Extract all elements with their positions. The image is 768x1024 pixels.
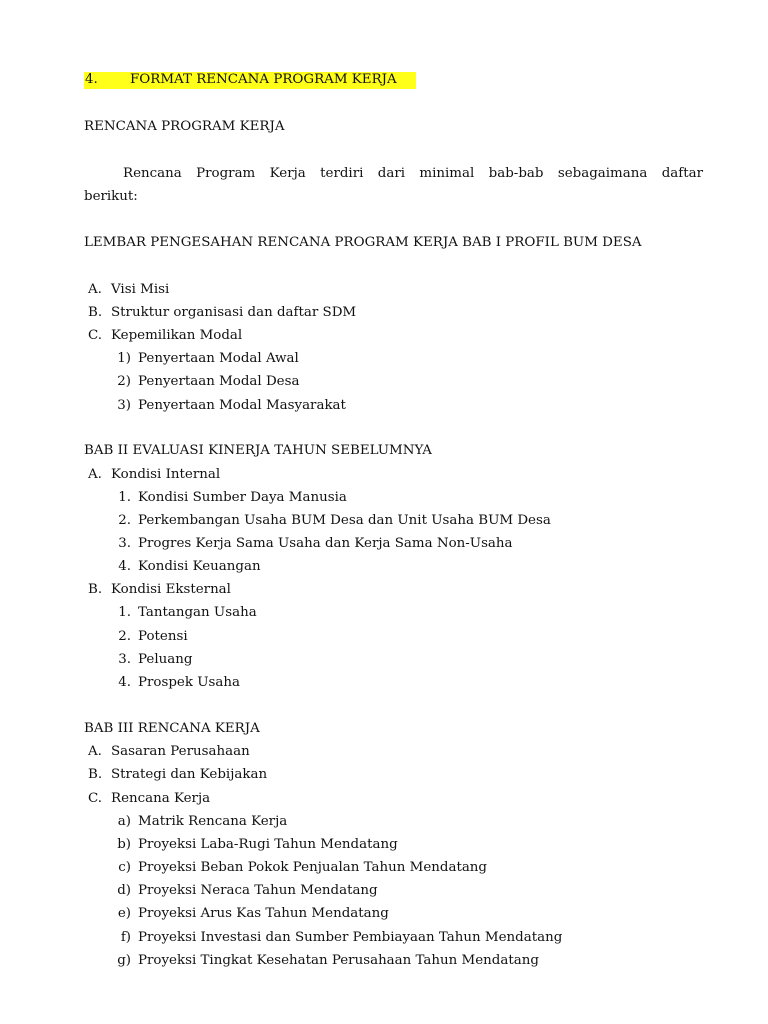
heading-number: 4.: [85, 72, 98, 87]
list-marker: A.: [88, 467, 102, 482]
bab3-title: BAB III RENCANA KERJA: [84, 721, 260, 736]
sublist-item: Penyertaan Modal Awal: [138, 351, 299, 366]
sublist-item: Peluang: [138, 652, 193, 667]
sublist-marker: 2): [117, 374, 131, 389]
sublist-marker: 3.: [118, 536, 131, 551]
bab1-title: LEMBAR PENGESAHAN RENCANA PROGRAM KERJA BAB I PROFIL BUM DESA: [84, 235, 642, 250]
sublist-marker: 3): [117, 398, 131, 413]
list-item: Strategi dan Kebijakan: [111, 767, 268, 782]
sublist-marker: 2.: [118, 629, 131, 644]
sublist-item: Proyeksi Tingkat Kesehatan Perusahaan Tahun Mendatang: [138, 953, 539, 968]
list-marker: B.: [88, 582, 103, 597]
list-item: Struktur organisasi dan daftar SDM: [111, 305, 357, 320]
sublist-marker: d): [117, 883, 131, 898]
list-marker: C.: [88, 791, 103, 806]
sublist-marker: 1): [117, 351, 131, 366]
list-marker: A.: [88, 744, 102, 759]
list-marker: B.: [88, 305, 103, 320]
sublist-marker: 2.: [118, 513, 131, 528]
sublist-item: Proyeksi Beban Pokok Penjualan Tahun Mendatang: [138, 860, 488, 875]
list-item: Kondisi Internal: [111, 467, 221, 482]
sublist-item: Perkembangan Usaha BUM Desa dan Unit Usaha BUM Desa: [138, 513, 551, 528]
sublist-marker: e): [117, 906, 131, 921]
sublist-marker: 4.: [118, 559, 131, 574]
sublist-marker: f): [120, 930, 131, 945]
list-item: Kepemilikan Modal: [111, 328, 243, 343]
list-marker: A.: [88, 282, 102, 297]
sublist-item: Penyertaan Modal Masyarakat: [138, 398, 346, 413]
list-item: Visi Misi: [111, 282, 170, 297]
sublist-marker: b): [117, 837, 131, 852]
sublist-marker: a): [117, 814, 131, 829]
sublist-marker: 1.: [118, 605, 131, 620]
sublist-marker: 3.: [118, 652, 131, 667]
list-item: Sasaran Perusahaan: [111, 744, 250, 759]
sublist-item: Tantangan Usaha: [138, 605, 257, 620]
list-marker: C.: [88, 328, 103, 343]
sublist-marker: c): [118, 860, 131, 875]
sublist-item: Kondisi Keuangan: [138, 559, 261, 574]
bab2-title: BAB II EVALUASI KINERJA TAHUN SEBELUMNYA: [84, 443, 432, 458]
intro-line-2: berikut:: [84, 189, 138, 204]
sublist-item: Proyeksi Neraca Tahun Mendatang: [138, 883, 378, 898]
sublist-marker: 4.: [118, 675, 131, 690]
sublist-marker: 1.: [118, 490, 131, 505]
sublist-item: Proyeksi Arus Kas Tahun Mendatang: [138, 906, 389, 921]
sublist-item: Proyeksi Laba-Rugi Tahun Mendatang: [138, 837, 398, 852]
intro-line-1: Rencana Program Kerja terdiri dari minimal bab-bab sebagaimana daftar: [123, 166, 703, 181]
sublist-item: Kondisi Sumber Daya Manusia: [138, 490, 347, 505]
heading-title: FORMAT RENCANA PROGRAM KERJA: [130, 72, 397, 87]
list-item: Kondisi Eksternal: [111, 582, 231, 597]
sublist-item: Progres Kerja Sama Usaha dan Kerja Sama Non-Usaha: [138, 536, 513, 551]
sublist-item: Penyertaan Modal Desa: [138, 374, 300, 389]
document-subtitle: RENCANA PROGRAM KERJA: [84, 119, 285, 134]
sublist-item: Potensi: [138, 629, 188, 644]
list-marker: B.: [88, 767, 103, 782]
sublist-marker: g): [117, 953, 131, 968]
list-item: Rencana Kerja: [111, 791, 211, 806]
sublist-item: Matrik Rencana Kerja: [138, 814, 288, 829]
sublist-item: Prospek Usaha: [138, 675, 240, 690]
sublist-item: Proyeksi Investasi dan Sumber Pembiayaan Tahun Mendatang: [138, 930, 563, 945]
